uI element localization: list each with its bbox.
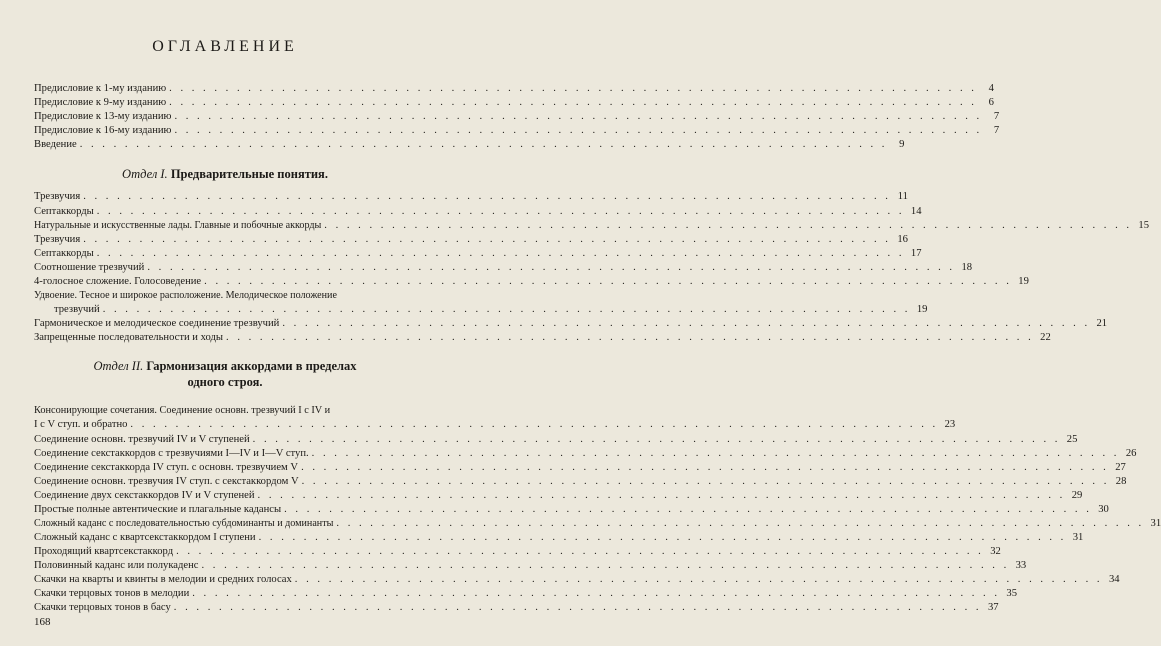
toc-entry-page: 18 <box>961 262 973 273</box>
toc-entry <box>34 601 999 615</box>
dot-leader <box>169 82 977 96</box>
toc-entry <box>34 503 1109 517</box>
section-heading <box>0 166 450 182</box>
dot-leader <box>312 447 1120 461</box>
toc-entry-text: Простые полные автентические и плагальные кадансы <box>34 504 282 515</box>
toc-entry <box>34 573 1120 587</box>
toc-entry <box>34 247 922 261</box>
dot-leader <box>83 233 891 247</box>
toc-entry-text: Скачки терцовых тонов в басу <box>34 602 171 613</box>
toc-entry <box>34 331 1051 345</box>
dot-leader <box>226 331 1034 345</box>
page-number: 168 <box>34 616 51 628</box>
toc-entry-text: Натуральные и искусственные лады. Главные и побочные аккорды <box>34 220 322 231</box>
toc-entry-text: Соединение секстаккордов с трезвучиями I—IV и I—V ступ. <box>34 448 309 459</box>
toc-entry-text: Скачки на кварты и квинты в мелодии и средних голосах <box>34 574 292 585</box>
toc-entry <box>34 433 1078 447</box>
dot-leader <box>336 517 1144 531</box>
toc-entry-text: Предисловие к 13-му изданию <box>34 111 172 122</box>
dot-leader <box>302 475 1110 489</box>
toc-entry-text: Консонирующие сочетания. Соединение основн. трезвучий I с IV и <box>34 405 331 416</box>
toc-entry <box>34 531 1084 545</box>
dot-leader <box>174 601 982 615</box>
dot-leader <box>80 138 888 152</box>
toc-entry-text: Предисловие к 16-му изданию <box>34 125 172 136</box>
dot-leader <box>169 96 977 110</box>
toc-entry <box>34 489 1083 503</box>
toc-entry <box>34 219 1150 233</box>
toc-entry-text: I с V ступ. и обратно <box>34 419 128 430</box>
dot-leader <box>192 587 1000 601</box>
toc-entry-page: 37 <box>987 602 999 613</box>
dot-leader <box>201 559 1009 573</box>
dot-leader <box>130 418 938 432</box>
toc-entry-page: 7 <box>993 125 1000 136</box>
toc-entry-page: 29 <box>1071 490 1083 501</box>
section-heading <box>0 358 450 374</box>
toc-entry-text: Введение <box>34 139 77 150</box>
toc-entry-page: 14 <box>910 206 922 217</box>
toc-entry <box>34 317 1108 331</box>
toc-entry-page: 26 <box>1125 448 1137 459</box>
dot-leader <box>284 503 1092 517</box>
section-title: одного строя. <box>187 375 263 389</box>
toc-entry-page: 31 <box>1072 532 1084 543</box>
section-title: Гармонизация аккордами в пределах <box>146 359 357 373</box>
dot-leader <box>174 110 982 124</box>
dot-leader <box>103 303 911 317</box>
toc-entry-page: 28 <box>1115 476 1127 487</box>
toc-entry <box>34 418 956 432</box>
section-label: Отдел II. <box>93 359 144 373</box>
dot-leader <box>282 317 1090 331</box>
toc-entry-page: 34 <box>1108 574 1120 585</box>
toc-entry-text: Предисловие к 9-му изданию <box>34 97 167 108</box>
toc-entry-page: 6 <box>988 97 994 108</box>
toc-entry-page: 19 <box>1018 276 1029 287</box>
dot-leader <box>295 573 1103 587</box>
dot-leader <box>176 545 984 559</box>
toc-entry-text: Удвоение. Тесное и широкое расположение. Мелодическое положение <box>34 290 337 301</box>
toc-entry <box>34 124 1000 138</box>
toc-entry-text: Соединение секстаккорда IV ступ. с основн. трезвучием V <box>34 462 299 473</box>
toc-entry-text: Соединение двух секстаккордов IV и V ступеней <box>34 490 255 501</box>
toc-entry <box>34 261 973 275</box>
toc-entry <box>34 587 1017 601</box>
toc-entry-text: 4-голосное сложение. Голосоведение <box>34 276 202 287</box>
toc-entry <box>34 275 1029 289</box>
toc-entry <box>34 517 1161 531</box>
toc-entry-page: 21 <box>1096 318 1108 329</box>
toc-entry-text: Гармоническое и мелодическое соединение трезвучий <box>34 318 280 329</box>
toc-entry-page: 30 <box>1098 504 1109 515</box>
toc-entry <box>34 461 1126 475</box>
toc-entry-page: 25 <box>1066 434 1078 445</box>
toc-entry-page: 16 <box>897 234 908 245</box>
page-title: ОГЛАВЛЕНИЕ <box>152 38 298 55</box>
toc-entry-text: Трезвучия <box>34 191 81 202</box>
toc-entry-text: Соединение основн. трезвучия IV ступ. с секстаккордом V <box>34 476 299 487</box>
toc-entry-page: 31 <box>1150 518 1161 529</box>
dot-leader <box>174 124 982 138</box>
toc-entry-text: Предисловие к 1-му изданию <box>34 83 167 94</box>
dot-leader <box>147 261 955 275</box>
dot-leader <box>204 275 1012 289</box>
dot-leader <box>258 489 1066 503</box>
toc-entry-text: Септаккорды <box>34 248 94 259</box>
dot-leader <box>253 433 1061 447</box>
toc-entry-text: трезвучий <box>54 304 100 315</box>
toc-entry <box>34 82 994 96</box>
toc-entry <box>34 559 1027 573</box>
toc-entry-text: Сложный каданс с квартсекстаккордом I ступени <box>34 532 256 543</box>
toc-entry <box>34 447 1137 461</box>
toc-entry <box>34 545 1001 559</box>
toc-entry-page: 33 <box>1015 560 1027 571</box>
toc-entry-text: Скачки терцовых тонов в мелодии <box>34 588 190 599</box>
toc-entry <box>34 190 908 204</box>
toc-entry <box>34 138 905 152</box>
dot-leader <box>97 247 905 261</box>
dot-leader <box>97 205 905 219</box>
toc-entry-text: Соотношение трезвучий <box>34 262 145 273</box>
toc-entry <box>34 110 1000 124</box>
toc-entry <box>34 205 922 219</box>
toc-entry <box>34 233 908 247</box>
dot-leader <box>324 219 1132 233</box>
toc-entry-page: 15 <box>1138 220 1150 231</box>
toc-entry <box>34 475 1127 489</box>
toc-entry-page: 7 <box>993 111 1000 122</box>
dot-leader <box>83 190 891 204</box>
toc-entry-page: 32 <box>990 546 1001 557</box>
section-label: Отдел I. <box>122 167 168 181</box>
toc-entry-page: 23 <box>944 419 956 430</box>
toc-entry-page: 22 <box>1040 332 1051 343</box>
toc-entry <box>34 303 928 317</box>
toc-entry-text: Трезвучия <box>34 234 81 245</box>
toc-entry-text: Сложный каданс с последовательностью субдоминанты и доминанты <box>34 518 334 529</box>
toc-entry-page: 19 <box>916 304 928 315</box>
toc-entry <box>34 96 994 110</box>
toc-entry-page: 35 <box>1006 588 1017 599</box>
toc-entry-page: 11 <box>897 191 908 202</box>
toc-entry-page: 27 <box>1115 462 1126 473</box>
dot-leader <box>301 461 1109 475</box>
toc-entry-page: 17 <box>910 248 922 259</box>
section-title: Предварительные понятия. <box>170 167 328 181</box>
toc-entry-text: Половинный каданс или полукаденс <box>34 560 199 571</box>
toc-entry-page: 9 <box>899 139 905 150</box>
dot-leader <box>259 531 1067 545</box>
section-heading-line2 <box>0 374 450 390</box>
toc-entry-text: Проходящий квартсекстаккорд <box>34 546 174 557</box>
toc-entry-text: Соединение основн. трезвучий IV и V ступеней <box>34 434 250 445</box>
toc-entry-text: Септаккорды <box>34 206 94 217</box>
toc-entry-page: 4 <box>988 83 994 94</box>
toc-entry-text: Запрещенные последовательности и ходы <box>34 332 224 343</box>
